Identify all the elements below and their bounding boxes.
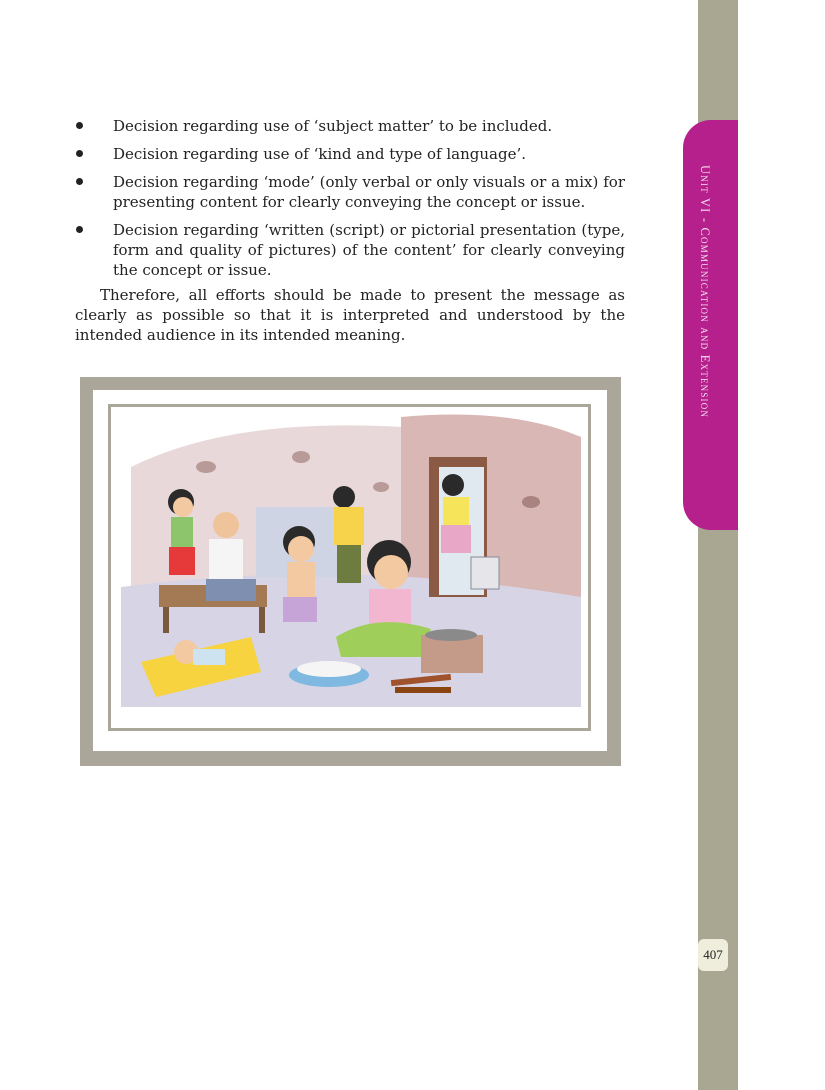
bullet-text: Decision regarding ‘written (script) or pictorial presentation (type, form and quality of pictures) of the content’ for clearly conveying the concept or issue. [113, 221, 625, 279]
bullet-text: Decision regarding use of ‘subject matter’ to be included. [113, 117, 553, 135]
bullet-icon [76, 226, 83, 233]
page-number: 407 [698, 939, 728, 971]
bullet-icon [76, 122, 83, 129]
bullet-item [75, 116, 625, 136]
bullet-item [75, 144, 625, 164]
family-scene-illustration [111, 407, 588, 728]
body-paragraph: Therefore, all efforts should be made to present the message as clearly as possible so that it is interpreted and understood by the intended audience in its intended meaning. [75, 286, 625, 344]
bullet-icon [76, 178, 83, 185]
bullet-text: Decision regarding ‘mode’ (only verbal or only visuals or a mix) for presenting content for clearly conveying the concept or issue. [113, 173, 625, 211]
bullet-icon [76, 150, 83, 157]
bullet-item [75, 220, 625, 280]
bullet-text: Decision regarding use of ‘kind and type of language’. [113, 145, 526, 163]
illustration [108, 404, 591, 731]
unit-title: Unit VI - Communication and Extension [698, 165, 712, 419]
bullet-list [75, 116, 625, 288]
bullet-item [75, 172, 625, 212]
